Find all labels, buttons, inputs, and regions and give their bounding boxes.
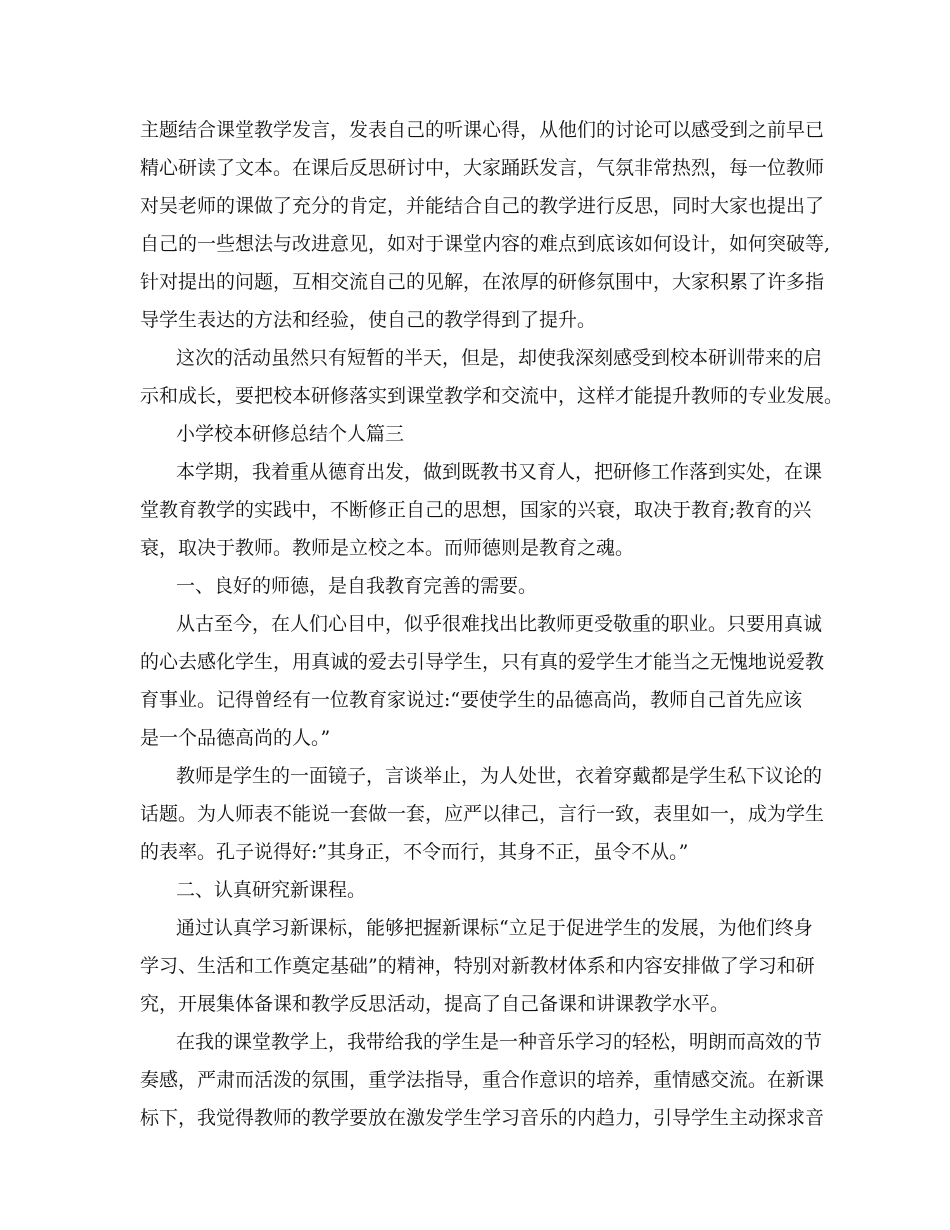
text-line: 学习、生活和工作奠定基础”的精神，特别对新教材体系和内容安排做了学习和研: [140, 955, 815, 977]
text-line: 堂教育教学的实践中，不断修正自己的思想，国家的兴衰，取决于教育;教育的兴: [140, 499, 812, 521]
text-line: 自己的一些想法与改进意见，如对于课堂内容的难点到底该如何设计，如何突破等,: [140, 233, 831, 255]
text-line: 本学期，我着重从德育出发，做到既教书又育人，把研修工作落到实处，在课: [176, 461, 823, 483]
text-line: 究，开展集体备课和教学反思活动，提高了自己备课和讲课教学水平。: [140, 993, 730, 1015]
text-line: 是一个品德高尚的人。”: [140, 727, 331, 749]
text-line: 示和成长，要把校本研修落实到课堂教学和交流中，这样才能提升教师的专业发展。: [140, 385, 844, 407]
text-line: 精心研读了文本。在课后反思研讨中，大家踊跃发言，气氛非常热烈，每一位教师: [140, 157, 825, 179]
section-heading: 二、认真研究新课程。: [176, 879, 367, 901]
section-title: 小学校本研修总结个人篇三: [176, 423, 405, 445]
section-heading: 一、良好的师德，是自我教育完善的需要。: [176, 575, 538, 597]
text-line: 主题结合课堂教学发言，发表自己的听课心得，从他们的讨论可以感受到之前早已: [140, 119, 825, 141]
text-line: 奏感，严肃而活泼的氛围，重学法指导，重合作意识的培养，重情感交流。在新课: [140, 1069, 825, 1091]
text-line: 对吴老师的课做了充分的肯定，并能结合自己的教学进行反思，同时大家也提出了: [140, 195, 825, 217]
text-line: 导学生表达的方法和经验，使自己的教学得到了提升。: [140, 309, 597, 331]
text-line: 育事业。记得曾经有一位教育家说过:“要使学生的品德高尚，教师自己首先应该: [140, 689, 803, 711]
document-body: [140, 111, 844, 1137]
text-line: 这次的活动虽然只有短暂的半天，但是，却使我深刻感受到校本研训带来的启: [176, 347, 823, 369]
text-line: 通过认真学习新课标，能够把握新课标“立足于促进学生的发展，为他们终身: [176, 917, 813, 939]
text-line: 教师是学生的一面镜子，言谈举止，为人处世，衣着穿戴都是学生私下议论的: [176, 765, 823, 787]
text-line: 的心去感化学生，用真诚的爱去引导学生，只有真的爱学生才能当之无愧地说爱教: [140, 651, 825, 673]
text-line: 针对提出的问题，互相交流自己的见解，在浓厚的研修氛围中，大家积累了许多指: [140, 271, 825, 293]
text-line: 衰，取决于教师。教师是立校之本。而师德则是教育之魂。: [140, 537, 635, 559]
text-line: 从古至今，在人们心目中，似乎很难找出比教师更受敬重的职业。只要用真诚: [176, 613, 823, 635]
text-line: 话题。为人师表不能说一套做一套，应严以律己，言行一致，表里如一，成为学生: [140, 803, 825, 825]
text-line: 的表率。孔子说得好:”其身正，不令而行，其身不正，虽令不从。”: [140, 841, 689, 863]
text-line: 标下，我觉得教师的教学要放在激发学生学习音乐的内趋力，引导学生主动探求音: [140, 1107, 825, 1129]
text-line: 在我的课堂教学上，我带给我的学生是一种音乐学习的轻松，明朗而高效的节: [176, 1031, 823, 1053]
